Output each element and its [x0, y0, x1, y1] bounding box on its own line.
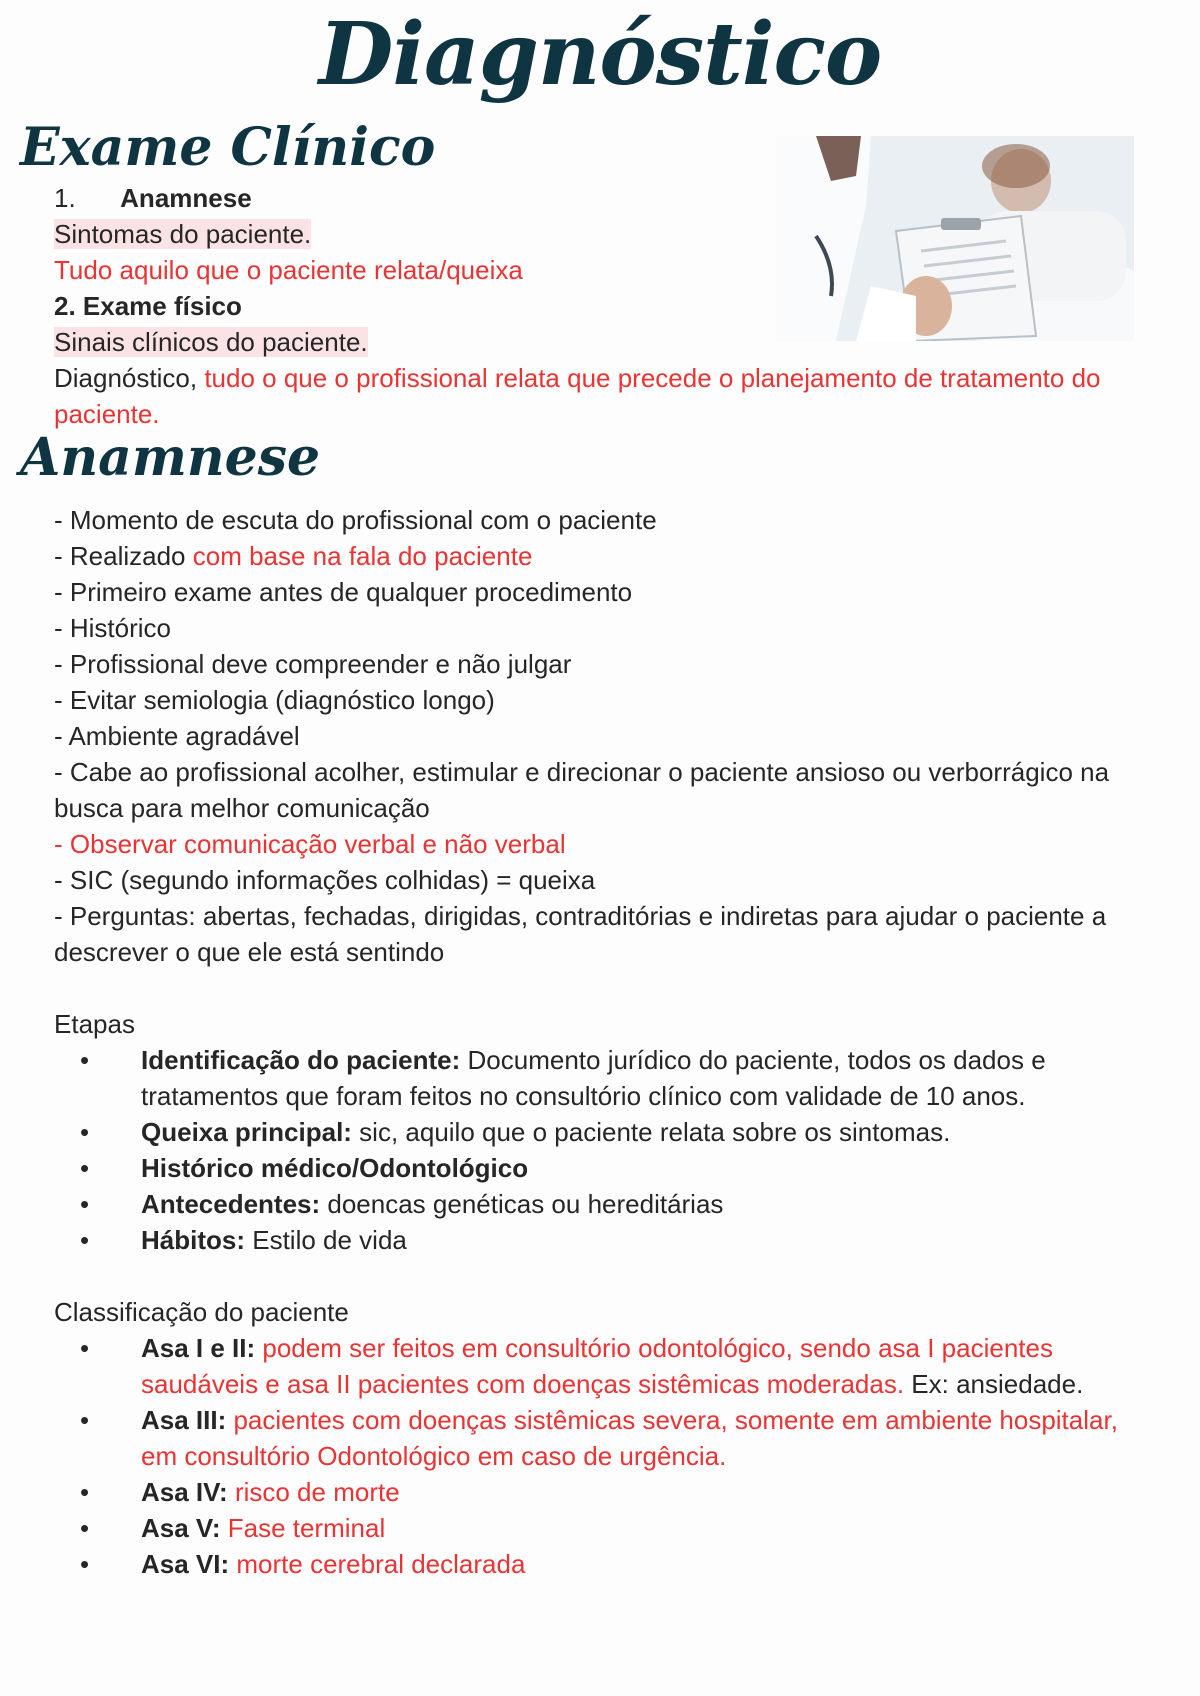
line-text: -	[54, 829, 70, 859]
anamnese-line: - Cabe ao profissional acolher, estimular e direcionar o paciente ansioso ou verborrágico na busca para melhor comunicação	[54, 757, 1110, 823]
item-number: 1.	[54, 183, 76, 213]
item-red-text: Fase terminal	[220, 1513, 386, 1543]
item-text: sic, aquilo que o paciente relata sobre os sintomas.	[351, 1117, 951, 1147]
list-item	[54, 1186, 1144, 1222]
item-text: Ex: ansiedade.	[904, 1369, 1084, 1399]
anamnese-line	[54, 538, 1144, 574]
item-label: Histórico médico/Odontológico	[141, 1153, 529, 1183]
classificacao-heading: Classificação do paciente	[54, 1297, 349, 1327]
exame-clinico-heading: Exame Clínico	[20, 117, 436, 178]
item-red-text: morte cerebral declarada	[229, 1549, 526, 1579]
item-label: Asa III:	[141, 1405, 227, 1435]
item-text: Estilo de vida	[245, 1225, 407, 1255]
list-item	[54, 1510, 1144, 1546]
item-red-text: pacientes com doenças sistêmicas severa, somente em ambiente hospitalar, em consultório Odontológico em caso de urgência.	[141, 1405, 1118, 1471]
sintomas-text: Sintomas do paciente.	[54, 219, 312, 249]
etapas-section	[54, 1006, 1144, 1258]
item-label: Antecedentes:	[141, 1189, 321, 1219]
list-item	[54, 1402, 1144, 1474]
anamnese-line: - Profissional deve compreender e não julgar	[54, 649, 572, 679]
item-label: Asa IV:	[141, 1477, 228, 1507]
anamnese-line: - Histórico	[54, 613, 172, 643]
exame-fisico-item: 2. Exame físico	[54, 291, 242, 321]
item-red-text: risco de morte	[227, 1477, 400, 1507]
item-label: Asa V:	[141, 1513, 221, 1543]
list-item	[54, 1150, 1144, 1186]
etapas-list	[54, 1042, 1144, 1258]
diagnostico-red: tudo o que o profissional relata que precede o planejamento de tratamento do paciente.	[54, 363, 1101, 429]
anamnese-item	[54, 180, 1144, 216]
diagnostico-lead: Diagnóstico,	[54, 363, 205, 393]
anamnese-line: - Ambiente agradável	[54, 721, 300, 751]
item-text: Documento jurídico do paciente, todos os dados e tratamentos que foram feitos no consultório clínico com validade de 10 anos.	[141, 1045, 1046, 1111]
anamnese-heading: Anamnese	[20, 427, 321, 488]
line-red-text: com base na fala do paciente	[192, 541, 533, 571]
list-item	[54, 1042, 1144, 1114]
item-label: Asa I e II:	[141, 1333, 256, 1363]
item-label: Asa VI:	[141, 1549, 230, 1579]
item-red-text: podem ser feitos em consultório odontológico, sendo asa I pacientes saudáveis e asa II pacientes com doenças sistêmicas moderadas.	[141, 1333, 1053, 1399]
list-item	[54, 1114, 1144, 1150]
item-label: Identificação do paciente:	[141, 1045, 461, 1075]
anamnese-line	[54, 826, 1144, 862]
item-label: Hábitos:	[141, 1225, 245, 1255]
exame-clinico-section	[54, 180, 1144, 432]
list-item	[54, 1546, 1144, 1582]
diagnostico-definition	[54, 360, 1144, 432]
classificacao-section	[54, 1294, 1144, 1582]
item-label: Queixa principal:	[141, 1117, 352, 1147]
line-red-text: Observar comunicação verbal e não verbal	[69, 829, 566, 859]
list-item	[54, 1474, 1144, 1510]
anamnese-item-title: Anamnese	[120, 183, 252, 213]
sinais-text: Sinais clínicos do paciente.	[54, 327, 368, 357]
anamnese-line: - SIC (segundo informações colhidas) = queixa	[54, 865, 596, 895]
etapas-heading: Etapas	[54, 1009, 135, 1039]
anamnese-line: - Momento de escuta do profissional com o paciente	[54, 505, 657, 535]
list-item	[54, 1222, 1144, 1258]
list-item	[54, 1330, 1144, 1402]
page-title: Diagnóstico	[318, 4, 882, 105]
item-text: doencas genéticas ou hereditárias	[320, 1189, 724, 1219]
classificacao-list	[54, 1330, 1144, 1582]
line-text: - Realizado	[54, 541, 193, 571]
relata-text: Tudo aquilo que o paciente relata/queixa	[54, 255, 523, 285]
anamnese-line: - Perguntas: abertas, fechadas, dirigidas, contraditórias e indiretas para ajudar o paciente a descrever o que ele está sentindo	[54, 901, 1107, 967]
anamnese-line: - Primeiro exame antes de qualquer procedimento	[54, 577, 633, 607]
anamnese-section	[54, 502, 1144, 970]
anamnese-line: - Evitar semiologia (diagnóstico longo)	[54, 685, 495, 715]
